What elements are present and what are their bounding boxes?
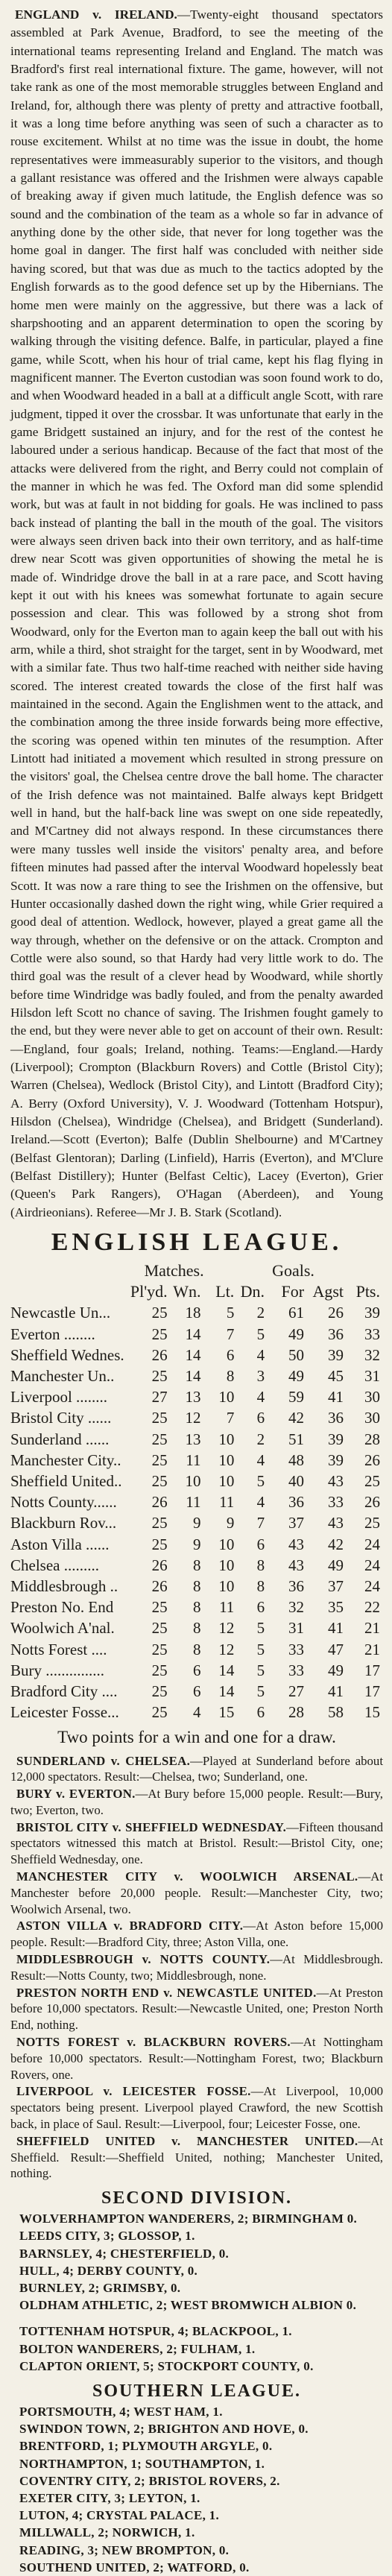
league-stat: 36 [288,1577,305,1596]
league-stat: 9 [192,1535,201,1553]
league-stat: 25 [151,1640,168,1658]
score-line: BARNSLEY, 4; CHESTERFIELD, 0. [19,2246,230,2261]
league-stat: 2 [256,1304,265,1322]
score-line: TOTTENHAM HOTSPUR, 4; BLACKPOOL, 1. [19,2324,292,2339]
league-stat: 27 [151,1388,168,1407]
team-name: Preston No. End [10,1598,114,1617]
result-headline: LIVERPOOL v. LEICESTER FOSSE. [16,2084,251,2099]
league-stat: 25 [151,1430,168,1448]
score-line: BRENTFORD, 1; PLYMOUTH ARGYLE, 0. [19,2439,273,2454]
league-stat: 10 [218,1556,235,1574]
league-stat: 17 [364,1661,380,1679]
league-row [10,1576,383,1597]
score-line: READING, 3; NEW BROMPTON, 0. [19,2542,230,2557]
league-row [10,1681,383,1702]
league-stat: 33 [364,1325,380,1343]
league-stat: 11 [219,1598,235,1617]
league-stat: 22 [364,1598,380,1617]
league-stat: 24 [364,1556,380,1574]
league-stat: 24 [364,1535,380,1553]
league-stat: 43 [288,1556,305,1574]
league-stat: 35 [328,1598,344,1617]
league-row [10,1491,383,1512]
league-stat: 28 [288,1703,305,1722]
league-stat: 13 [185,1388,201,1407]
league-stat: 41 [328,1388,344,1407]
league-stat: 5 [256,1325,265,1343]
league-stat: 6 [256,1598,265,1617]
league-stat: 10 [185,1472,201,1491]
league-stat: 11 [186,1493,201,1512]
column-header: For [281,1282,305,1301]
league-stat: 28 [364,1430,380,1448]
column-header: Lt. [215,1282,235,1301]
league-row [10,1366,383,1386]
league-stat: 8 [192,1619,201,1638]
league-stat: 11 [219,1493,235,1512]
league-stat: 25 [151,1325,168,1343]
league-stat: 26 [151,1556,168,1574]
league-stat: 33 [328,1493,344,1512]
league-stat: 4 [256,1450,265,1469]
league-stat: 6 [256,1409,265,1427]
league-stat: 12 [218,1619,235,1638]
league-stat: 26 [151,1577,168,1596]
result-headline: NOTTS FOREST v. BLACKBURN ROVERS. [16,2035,291,2050]
league-stat: 51 [288,1430,305,1448]
team-name: Bristol City ...... [10,1409,112,1427]
league-stat: 12 [185,1409,201,1427]
league-stat: 5 [256,1661,265,1679]
league-stat: 43 [328,1514,344,1532]
score-line: MILLWALL, 2; NORWICH, 1. [19,2525,195,2540]
match-result [10,1819,383,1868]
league-stat: 49 [328,1661,344,1679]
league-stat: 14 [218,1661,235,1679]
league-title: ENGLISH LEAGUE. [51,1228,343,1257]
result-text: —At Manchester before 20,000 people. Result:—Manchester City, two; Woolwich Arsenal, two. [10,1869,383,1916]
league-stat: 8 [192,1640,201,1658]
league-stat: 59 [288,1388,305,1407]
result-text: —At Bury before 15,000 people. Result:—Bury, two; Everton, two. [10,1787,383,1817]
goals-group-label: Goals. [272,1261,314,1281]
score-line: SOUTHEND UNITED, 2; WATFORD, 0. [19,2560,250,2575]
league-stat: 5 [256,1619,265,1638]
league-stat: 5 [256,1682,265,1701]
league-stat: 49 [288,1325,305,1343]
league-stat: 2 [256,1430,265,1448]
league-stat: 26 [328,1304,344,1322]
column-header [10,1281,127,1302]
result-headline: BRISTOL CITY v. SHEFFIELD WEDNESDAY. [16,1819,287,1834]
league-stat: 25 [151,1703,168,1722]
match-result [10,1753,383,1786]
league-row [10,1429,383,1450]
league-row [10,1597,383,1617]
score-line: LUTON, 4; CRYSTAL PALACE, 1. [19,2508,220,2523]
league-stat: 32 [288,1598,305,1617]
result-headline: SUNDERLAND v. CHELSEA. [16,1753,191,1768]
league-stat: 30 [364,1409,380,1427]
match-result [10,1985,383,2033]
team-name: Manchester City.. [10,1450,121,1469]
team-name: Bury ............... [10,1661,104,1679]
league-row [10,1450,383,1471]
score-line: NORTHAMPTON, 1; SOUTHAMPTON, 1. [19,2456,265,2471]
team-name: Everton ........ [10,1325,95,1343]
column-header: Pl'yd. [130,1282,168,1301]
match-report [10,6,383,1222]
result-text: —At Liverpool, 10,000 spectators being present. Liverpool played Crawford, the new Scottish back, in place of Saul. Result:—Liverpool, four; Leicester Fosse, one. [10,2084,383,2132]
team-name: Manchester Un.. [10,1367,115,1386]
league-stat: 4 [256,1345,265,1364]
league-stat: 25 [151,1619,168,1638]
match-result [10,1951,383,1984]
league-stat: 41 [328,1682,344,1701]
league-stat: 33 [288,1661,305,1679]
league-stat: 17 [364,1682,380,1701]
league-stat: 10 [218,1535,235,1553]
match-result [10,1869,383,1917]
column-header: Dn. [240,1282,265,1301]
league-stat: 25 [151,1304,168,1322]
league-stat: 26 [151,1345,168,1364]
team-name: Blackburn Rov... [10,1514,117,1532]
score-line: SWINDON TOWN, 2; BRIGHTON AND HOVE, 0. [19,2422,309,2437]
league-stat: 32 [364,1345,380,1364]
league-stat: 49 [288,1367,305,1386]
league-stat: 7 [226,1409,235,1427]
league-stat: 10 [218,1577,235,1596]
league-stat: 36 [288,1493,305,1512]
league-row [10,1324,383,1345]
score-line: EXETER CITY, 3; LEYTON, 1. [19,2491,200,2506]
league-stat: 8 [256,1577,265,1596]
southern-league-title: SOUTHERN LEAGUE. [92,2381,302,2402]
league-stat: 30 [364,1388,380,1407]
league-row [10,1302,383,1323]
score-line: BOLTON WANDERERS, 2; FULHAM, 1. [19,2341,256,2356]
league-stat: 4 [256,1493,265,1512]
league-stat: 6 [226,1345,235,1364]
league-stat: 27 [288,1682,305,1701]
match-results [10,1753,383,2182]
score-line: CLAPTON ORIENT, 5; STOCKPORT COUNTY, 0. [19,2358,314,2373]
league-stat: 45 [328,1367,344,1386]
league-stat: 58 [328,1703,344,1722]
result-headline: MANCHESTER CITY v. WOOLWICH ARSENAL. [16,1869,358,1884]
match-result [10,1918,383,1951]
league-stat: 39 [328,1430,344,1448]
league-stat: 4 [192,1703,201,1722]
team-name: Notts Forest .... [10,1640,107,1658]
league-stat: 3 [256,1367,265,1386]
league-stat: 11 [186,1450,201,1469]
league-stat: 9 [192,1514,201,1532]
league-stat: 4 [256,1388,265,1407]
league-stat: 25 [151,1367,168,1386]
team-name: Leicester Fosse... [10,1703,119,1722]
second-division-title: SECOND DIVISION. [101,2188,293,2209]
league-stat: 6 [192,1682,201,1701]
league-stat: 14 [185,1345,201,1364]
league-stat: 43 [288,1535,305,1553]
score-line: PORTSMOUTH, 4; WEST HAM, 1. [19,2405,223,2419]
league-stat: 25 [151,1472,168,1491]
league-stat: 25 [151,1514,168,1532]
column-header: Pts. [355,1282,380,1301]
league-stat: 8 [226,1367,235,1386]
result-text: —At Sheffield. Result:—Sheffield United, nothing; Manchester United, nothing. [10,2133,383,2181]
league-table [10,1260,383,1723]
league-stat: 40 [288,1472,305,1491]
league-stat: 25 [364,1472,380,1491]
league-stat: 26 [364,1450,380,1469]
league-stat: 10 [218,1388,235,1407]
team-name: Aston Villa ...... [10,1535,110,1553]
league-stat: 24 [364,1577,380,1596]
league-stat: 39 [364,1304,380,1322]
league-stat: 26 [151,1493,168,1512]
team-name: Bradford City .... [10,1682,118,1701]
league-stat: 42 [328,1535,344,1553]
team-name: Chelsea ......... [10,1556,99,1574]
team-name: Sheffield Wednes. [10,1345,124,1364]
league-stat: 25 [151,1661,168,1679]
score-line: LEEDS CITY, 3; GLOSSOP, 1. [19,2229,195,2244]
league-stat: 12 [218,1640,235,1658]
league-stat: 39 [328,1345,344,1364]
result-text: —At Aston before 15,000 people. Result:—Bradford City, three; Aston Villa, one. [10,1919,383,1950]
team-name: Sunderland ...... [10,1430,110,1448]
league-row [10,1702,383,1723]
result-text: —Fifteen thousand spectators witnessed this match at Bristol. Result:—Bristol City, one; Sheffield Wednesday, one. [10,1819,383,1867]
score-line: OLDHAM ATHLETIC, 2; WEST BROMWICH ALBION 0. [19,2298,357,2313]
result-text: —At Nottingham before 10,000 spectators. Result:—Nottingham Forest, two; Blackburn Rovers, one. [10,2035,383,2082]
league-stat: 6 [192,1661,201,1679]
league-stat: 31 [288,1619,305,1638]
league-stat: 36 [328,1325,344,1343]
second-division-results-1 [10,2210,383,2314]
league-stat: 13 [185,1430,201,1448]
score-line: HULL, 4; DERBY COUNTY, 0. [19,2263,198,2278]
league-row [10,1660,383,1681]
result-headline: ASTON VILLA v. BRADFORD CITY. [16,1919,244,1933]
league-stat: 26 [364,1493,380,1512]
league-stat: 43 [328,1472,344,1491]
team-name: Middlesbrough .. [10,1577,118,1596]
league-stat: 31 [364,1367,380,1386]
league-stat: 6 [256,1535,265,1553]
league-stat: 21 [364,1640,380,1658]
league-stat: 39 [328,1450,344,1469]
result-text: —At Middlesbrough. Result:—Notts County, two; Middlesbrough, none. [10,1952,383,1983]
league-stat: 9 [226,1514,235,1532]
league-stat: 5 [256,1472,265,1491]
match-result [10,2083,383,2132]
league-stat: 21 [364,1619,380,1638]
league-stat: 14 [218,1682,235,1701]
match-result [10,2034,383,2083]
team-name: Liverpool ........ [10,1388,108,1407]
result-text: —Played at Sunderland before about 12,000 spectators. Result:—Chelsea, two; Sunderland, one. [10,1753,383,1784]
league-stat: 37 [288,1514,305,1532]
league-stat: 8 [192,1577,201,1596]
league-stat: 25 [151,1409,168,1427]
league-row [10,1345,383,1366]
league-row [10,1512,383,1533]
report-body: —Twenty-eight thousand spectators assembled at Park Avenue, Bradford, to see the meeting of the international teams representing Ireland and England. The match was Bradford's first real international fixture. The game, however, will not take rank as one of the most memorable struggles between England and Ireland, for, although there was plenty of pretty and attractive football, it was a long time before anything was seen of such a character as to rouse excitement. Whilst at no time was the issue in doubt, the home representatives were immeasurably superior to the visitors, and though a gallant resistance was offered and the Irishmen were always capable of breaking away if given much latitude, the English defence was so sound and the combination of the team as a whole so far in advance of anything done by the other side, that never for long together was the home goal in danger. The first half was concluded with neither side having scored, but that was due as much to the tactics adopted by the English forwards as to the good defence set up by the Hibernians. The home men were mainly on the aggressive, but there was a lack of sharpshooting and an apparent determination to open the scoring by walking through the visiting defence. Balfe, in particular, played a fine game, while Scott, when his hour of trial came, kept his flag flying in magnificent manner. The Everton custodian was soon found work to do, and when Woodward headed in a ball at a difficult angle Scott, with rare judgment, tipped it over the crossbar. It was unfortunate that early in the game Bridgett sustained an injury, and for the rest of the contest he laboured under a serious handicap. Because of the fact that most of the attacks were delivered from the right, and Berry could not complain of the manner in which he was fed. The Oxford man did some splendid work, but was at fault in not bidding for goals. He was inclined to pass back instead of planting the ball in the mouth of the goal. The visitors were always seen driven back into their own territory, and as half-time drew near Scott was given opportunities of showing the metal he is made of. Windridge drove the ball in at a rare pace, and Scott having kept it out with his knees was somewhat fortunate to again secure possession and clear. This was followed by a strong shot from Woodward, only for the Everton man to again keep the ball out with his arm, while a third, shot straight for the target, sent in by Woodward, met with a similar fate. Thus two half-time reached with neither side having scored. The interest created towards the close of the first half was maintained in the second. Again the Englishmen went to the attack, and the combination among the three inside forwards being more effective, the scoring was opened within ten minutes of the resumption. After Lintott had initiated a movement which resulted in strong pressure on the visitors' goal, the Chelsea centre drove the ball home. The character of the Irish defence was not maintained. Balfe always kept Bridgett well in hand, but the half-back line was swept on one side repeatedly, and M'Cartney did not always respond. In these circumstances there were many tussles well inside the visitors' penalty area, and before fifteen minutes had passed after the interval Woodward hopelessly beat Scott. It was now a rare thing to see the Irishmen on the offensive, but Hunter occasionally dashed down the right wing, while Grier required a good deal of attention. Wedlock, however, played a great game all the way through, whether on the defensive or on the attack. Crompton and Cottle were also sound, so that Hardy had very little work to do. The third goal was the result of a clever head by Woodward, while shortly before time Windridge was badly fouled, and from the penalty awarded Hilsdon left Scott no chance of saving. The Irishmen fought gamely to the end, but they were never able to get on account of their own. Result:—England, four goals; Ireland, nothing. Teams:—England.—Hardy (Liverpool); Crompton (Blackburn Rovers) and Cottle (Bristol City); Warren (Chelsea), Wedlock (Bristol City), and Lintott (Bradford City); A. Berry (Oxford University), V. J. Woodward (Tottenham Hotspur), Hilsdon (Chelsea), Windridge (Chelsea), and Bridgett (Sunderland). Ireland.—Scott (Everton); Balfe (Dublin Shelbourne) and M'Cartney (Belfast Glentoran); Darling (Linfield), Harris (Everton), and M'Clure (Belfast Distillery); Hunter (Belfast Celtic), Lacey (Everton), Grier (Queen's Park Rangers), O'Hagan (Aberdeen), and Young (Airdrieonians). Referee—Mr J. B. Stark (Scotland). [10,7,383,1219]
league-stat: 14 [185,1325,201,1343]
league-row [10,1386,383,1407]
score-line: COVENTRY CITY, 2; BRISTOL ROVERS, 2. [19,2473,280,2488]
league-stat: 15 [218,1703,235,1722]
league-stat: 37 [328,1577,344,1596]
league-stat: 25 [151,1450,168,1469]
league-stat: 7 [256,1514,265,1532]
southern-league-results [10,2403,383,2576]
league-stat: 50 [288,1345,305,1364]
league-stat: 48 [288,1450,305,1469]
result-headline: BURY v. EVERTON. [16,1787,136,1802]
league-stat: 25 [151,1682,168,1701]
league-row [10,1534,383,1555]
league-stat: 10 [218,1472,235,1491]
league-stat: 7 [226,1325,235,1343]
league-row [10,1407,383,1428]
result-headline: MIDDLESBROUGH v. NOTTS COUNTY. [16,1952,271,1967]
league-row [10,1639,383,1660]
league-stat: 8 [192,1598,201,1617]
league-stat: 10 [218,1450,235,1469]
league-stat: 8 [256,1556,265,1574]
matches-group-label: Matches. [144,1261,204,1281]
column-header: Wn. [173,1282,201,1301]
match-result [10,1786,383,1819]
team-name: Woolwich A'nal. [10,1619,115,1638]
league-row [10,1471,383,1491]
match-result [10,2133,383,2182]
league-stat: 49 [328,1556,344,1574]
score-line: WOLVERHAMPTON WANDERERS, 2; BIRMINGHAM 0. [19,2212,358,2226]
league-stat: 33 [288,1640,305,1658]
league-stat: 18 [185,1304,201,1322]
report-headline: ENGLAND v. IRELAND. [15,7,177,22]
league-column-header [10,1281,383,1302]
league-stat: 36 [328,1409,344,1427]
league-table-body [10,1302,383,1723]
league-stat: 47 [328,1640,344,1658]
team-name: Sheffield United.. [10,1472,122,1491]
league-stat: 15 [364,1703,380,1722]
second-division-results-2 [10,2323,383,2375]
league-stat: 42 [288,1409,305,1427]
column-header: Agst [312,1282,344,1301]
league-stat: 5 [256,1640,265,1658]
score-line: BURNLEY, 2; GRIMSBY, 0. [19,2281,181,2296]
league-group-header [10,1260,383,1281]
league-stat: 25 [151,1535,168,1553]
league-stat: 8 [192,1556,201,1574]
league-stat: 61 [288,1304,305,1322]
points-note: Two points for a win and one for a draw. [57,1727,336,1746]
league-stat: 41 [328,1619,344,1638]
league-stat: 14 [185,1367,201,1386]
league-row [10,1617,383,1638]
league-stat: 25 [151,1598,168,1617]
league-stat: 6 [256,1703,265,1722]
team-name: Newcastle Un... [10,1304,111,1322]
league-stat: 5 [226,1304,235,1322]
league-stat: 25 [364,1514,380,1532]
league-row [10,1555,383,1576]
result-headline: PRESTON NORTH END v. NEWCASTLE UNITED. [16,1985,317,2000]
league-stat: 10 [218,1430,235,1448]
team-name: Notts County...... [10,1493,117,1512]
result-text: —At Preston before 10,000 spectators. Result:—Newcastle United, one; Preston North End, nothing. [10,1985,383,2033]
result-headline: SHEFFIELD UNITED v. MANCHESTER UNITED. [16,2133,358,2148]
